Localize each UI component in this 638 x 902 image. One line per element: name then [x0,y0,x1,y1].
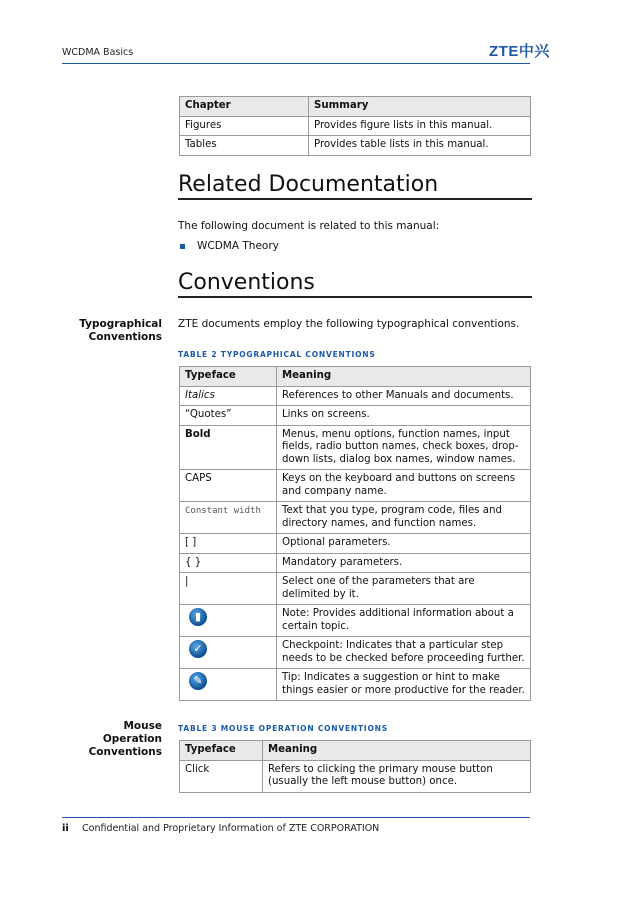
cell: Provides figure lists in this manual. [309,116,531,136]
chapter-header: Chapter [180,97,309,117]
cell [180,605,277,637]
cell: Optional parameters. [277,534,531,554]
cell: Tables [180,136,309,156]
cell: Mandatory parameters. [277,553,531,573]
meaning-header: Meaning [277,367,531,387]
summary-header: Summary [309,97,531,117]
typeface-header: Typeface [180,741,263,761]
table-row [180,425,531,470]
table-row [180,573,531,605]
cell: { } [180,553,277,573]
cell: | [180,573,277,605]
cell: Italics [180,386,277,406]
footer-text: Confidential and Proprietary Information of ZTE CORPORATION [82,823,380,834]
page-number: ii [62,823,69,834]
typographical-table [179,366,531,701]
table-row [180,534,531,554]
cell: Keys on the keyboard and buttons on screens and company name. [277,470,531,502]
cell: Links on screens. [277,406,531,426]
table-row [180,406,531,426]
cell: [ ] [180,534,277,554]
cell: Constant width [180,502,277,534]
table-row [180,386,531,406]
table-row [180,502,531,534]
cell: Text that you type, program code, files and directory names, and function names. [277,502,531,534]
header-rule [62,63,530,64]
table-row [180,470,531,502]
typo-intro: ZTE documents employ the following typographical conventions. [178,318,520,330]
related-intro: The following document is related to this manual: [178,220,440,232]
cell: Provides table lists in this manual. [309,136,531,156]
zte-logo: ZTE中兴 [489,43,550,60]
cell: CAPS [180,470,277,502]
bullet-icon [180,244,185,249]
heading-rule [178,296,532,298]
tip-icon: ✎ [189,672,207,690]
table-row [180,760,531,792]
footer-rule [62,817,530,818]
table-row [180,553,531,573]
table3-caption: TABLE 3 MOUSE OPERATION CONVENTIONS [178,724,388,733]
cell: References to other Manuals and documents. [277,386,531,406]
table-row [180,605,531,637]
mouse-table [179,740,531,793]
typeface-header: Typeface [180,367,277,387]
cell: Click [180,760,263,792]
cell: Checkpoint: Indicates that a particular step needs to be checked before proceeding further. [277,637,531,669]
mouse-side-label: Mouse Operation Conventions [88,720,162,758]
related-item: WCDMA Theory [197,240,279,252]
cell: Figures [180,116,309,136]
cell: Tip: Indicates a suggestion or hint to make things easier or more productive for the reader. [277,669,531,701]
table-row [180,116,531,136]
cell: Bold [180,425,277,470]
table-row [180,637,531,669]
meaning-header: Meaning [263,741,531,761]
typographical-side-label: Typographical Conventions [79,318,162,343]
checkpoint-icon: ✓ [189,640,207,658]
related-heading: Related Documentation [178,172,439,197]
cell: Note: Provides additional information about a certain topic. [277,605,531,637]
cell [180,637,277,669]
cell: “Quotes” [180,406,277,426]
conventions-heading: Conventions [178,270,315,295]
cell: Select one of the parameters that are delimited by it. [277,573,531,605]
heading-rule [178,198,532,200]
cell: Menus, menu options, function names, input fields, radio button names, check boxes, drop-down lists, dialog box names, window names. [277,425,531,470]
note-icon: ▮ [189,608,207,626]
table-row [180,136,531,156]
table2-caption: TABLE 2 TYPOGRAPHICAL CONVENTIONS [178,350,376,359]
cell [180,669,277,701]
chapter-table [179,96,531,156]
header-title: WCDMA Basics [62,47,134,58]
cell: Refers to clicking the primary mouse button (usually the left mouse button) once. [263,760,531,792]
table-row [180,669,531,701]
